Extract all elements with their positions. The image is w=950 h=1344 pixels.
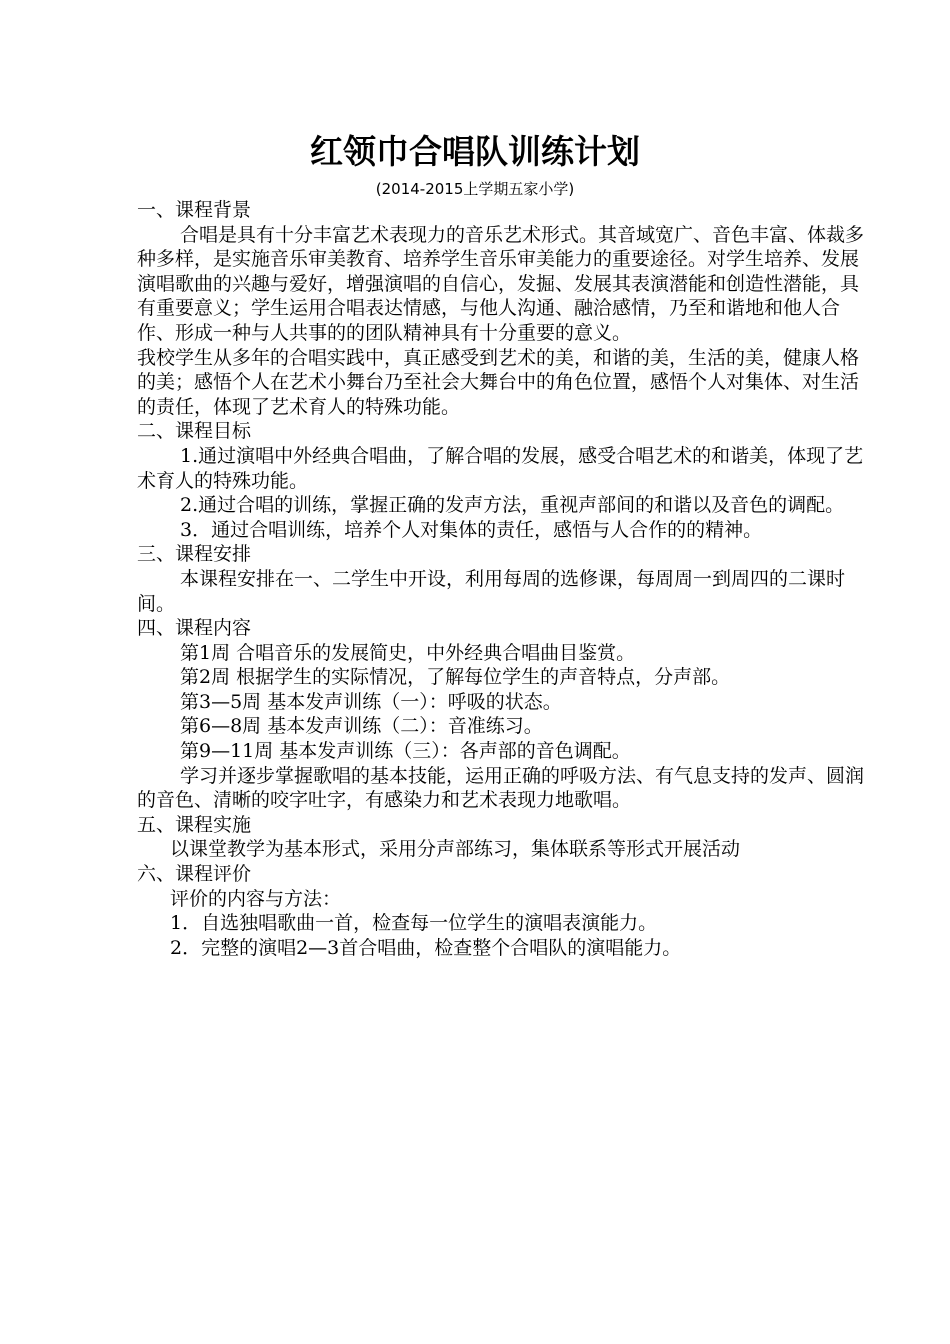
content-week-6-8: 第6—8周 基本发声训练（二）：音准练习。 [180,715,543,738]
content-week-9-11: 第9—11周 基本发声训练（三）：各声部的音色调配。 [180,740,631,763]
content-week-1: 第1周 合唱音乐的发展简史，中外经典合唱曲目鉴赏。 [180,641,636,664]
section-heading-goals: 二、课程目标 [137,420,252,443]
paragraph-implementation: 以课堂教学为基本形式，采用分声部练习，集体联系等形式开展活动 [170,838,741,861]
section-heading-evaluation: 六、课程评价 [137,863,252,886]
paragraph-background-1: 合唱是具有十分丰富艺术表现力的音乐艺术形式。其音域宽广、音色丰富、体裁多种多样，是实施音乐审美教育、培养学生音乐审美能力的重要途径。对学生培养、发展演唱歌曲的兴趣与爱好，增强演唱的自信心，发掘、发展其表演潜能和创造性潜能，具有重要意义；学生运用合唱表达情感，与他人沟通、融洽感情，乃至和谐地和他人合作、形成一种与人共事的的团队精神具有十分重要的意义。 [137,223,865,344]
document-subtitle: (2014-2015上学期五家小学) [375,180,575,198]
evaluation-item-2: 2．完整的演唱2—3首合唱曲，检查整个合唱队的演唱能力。 [170,936,682,959]
paragraph-goal-1: 1.通过演唱中外经典合唱曲，了解合唱的发展，感受合唱艺术的和谐美，体现了艺术育人的特殊功能。 [137,444,864,492]
content-week-3-5: 第3—5周 基本发声训练（一）：呼吸的状态。 [180,690,562,713]
paragraph-arrangement: 本课程安排在一、二学生中开设，利用每周的选修课，每周周一到周四的二课时间。 [137,567,846,615]
section-heading-implementation: 五、课程实施 [137,813,252,836]
section-heading-arrangement: 三、课程安排 [137,543,252,566]
content-week-2: 第2周 根据学生的实际情况，了解每位学生的声音特点，分声部。 [180,666,731,689]
paragraph-goal-3: 3．通过合唱训练，培养个人对集体的责任，感悟与人合作的的精神。 [180,518,763,541]
evaluation-intro: 评价的内容与方法： [170,887,342,910]
paragraph-goal-2: 2.通过合唱的训练，掌握正确的发声方法，重视声部间的和谐以及音色的调配。 [180,494,845,517]
section-heading-content: 四、课程内容 [137,617,252,640]
section-heading-background: 一、课程背景 [137,199,252,221]
content-skills: 学习并逐步掌握歌唱的基本技能，运用正确的呼吸方法、有气息支持的发声、圆润的音色、清晰的咬字吐字，有感染力和艺术表现力地歌唱。 [137,764,865,812]
paragraph-background-2: 我校学生从多年的合唱实践中，真正感受到艺术的美，和谐的美，生活的美，健康人格的美；感悟个人在艺术小舞台乃至社会大舞台中的角色位置，感悟个人对集体、对生活的责任，体现了艺术育人的特殊功能。 [137,346,860,418]
evaluation-item-1: 1．自选独唱歌曲一首，检查每一位学生的演唱表演能力。 [170,912,658,935]
document-body [137,198,867,960]
document-title: 红领巾合唱队训练计划 [310,132,640,171]
